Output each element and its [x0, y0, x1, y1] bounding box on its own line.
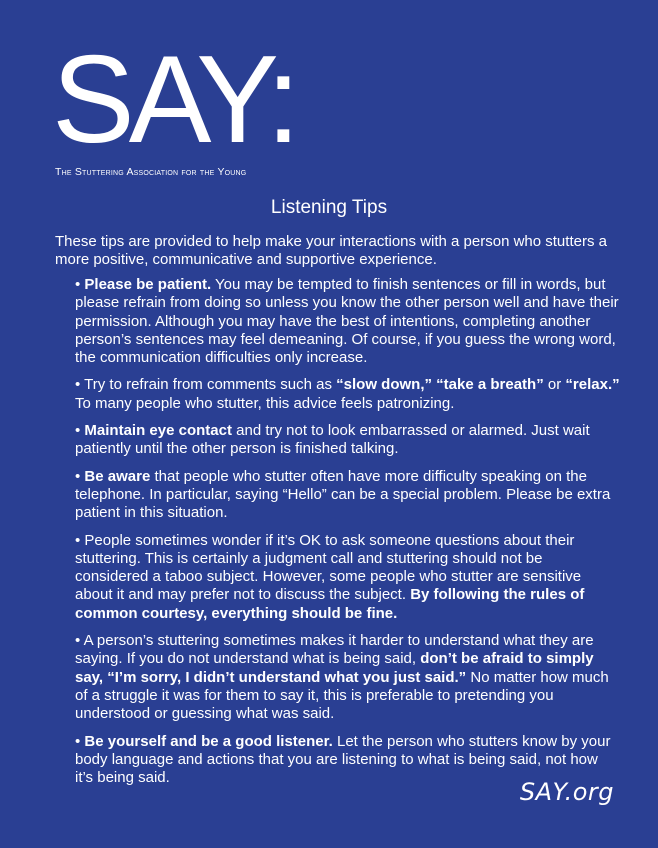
- logo-tagline: The Stuttering Association for the Young: [55, 166, 247, 178]
- tip-text: • People sometimes wonder if it’s OK to ask someone questions about their stuttering. This is certainly a judgment call and stuttering should not be considered a taboo subject. However, some people who stutter are sensitive about it and may prefer not to discuss the subject.: [75, 531, 582, 604]
- logo-wordmark: SAY:: [52, 31, 295, 169]
- tip-emphasis: don’t be afraid to simply say, “I’m sorry, I didn’t understand what you just said.”: [75, 650, 594, 686]
- page-title: Listening Tips: [270, 197, 388, 218]
- intro-paragraph: These tips are provided to help make your interactions with a person who stutters a more positive, communicative and supportive experience.: [55, 233, 607, 268]
- tip-item: [75, 632, 620, 723]
- tip-text: To many people who stutter, this advice feels patronizing.: [75, 394, 455, 412]
- tip-text: that people who stutter often have more difficulty speaking on the telephone. In particular, saying “Hello” can be a special problem. Please be extra patient in this situation.: [75, 467, 611, 522]
- tip-text: You may be tempted to finish sentences or fill in words, but please refrain from doing so unless you know the other person well and have their permission. Although you may have the best of intentions, completing another person’s sentences may feel demeaning. Of course, if you guess the wrong word, the communication difficulties only increase.: [75, 276, 619, 367]
- tip-emphasis: Maintain eye contact: [84, 422, 232, 440]
- tip-text: •: [75, 467, 85, 485]
- tip-item: [75, 276, 620, 367]
- tips-list: [75, 276, 620, 796]
- tip-item: [75, 422, 620, 459]
- tip-emphasis: “relax.”: [565, 376, 620, 394]
- tip-item: [75, 468, 620, 523]
- tip-text: •: [75, 422, 85, 440]
- tip-emphasis: Be yourself and be a good listener.: [84, 732, 333, 750]
- tip-text: or: [543, 376, 566, 394]
- tip-item: [75, 376, 620, 413]
- tip-text: Let the person who stutters know by your body language and actions that you are listening to what is being said, not how it’s being said.: [75, 732, 611, 787]
- tip-text: and try not to look embarrassed or alarmed. Just wait patiently until the other person is finished talking.: [75, 422, 590, 458]
- tip-emphasis: Please be patient.: [84, 276, 212, 293]
- tip-text: •: [75, 732, 85, 750]
- tip-text: No matter how much of a struggle it was for them to say it, this is preferable to pretending you understood or guessing what was said.: [75, 668, 609, 723]
- tip-text: •: [75, 276, 85, 293]
- say-logo: [52, 31, 322, 180]
- tip-text: • A person’s stuttering sometimes makes it harder to understand what they are saying. If you do not understand what is being said,: [75, 632, 594, 668]
- footer-website: SAY.org: [519, 778, 614, 806]
- tip-emphasis: By following the rules of common courtesy, everything should be fine.: [75, 586, 585, 622]
- tip-item: [75, 532, 620, 623]
- tip-text: • Try to refrain from comments such as: [75, 376, 337, 394]
- tip-emphasis: “slow down,” “take a breath”: [336, 376, 544, 394]
- tip-emphasis: Be aware: [84, 467, 151, 485]
